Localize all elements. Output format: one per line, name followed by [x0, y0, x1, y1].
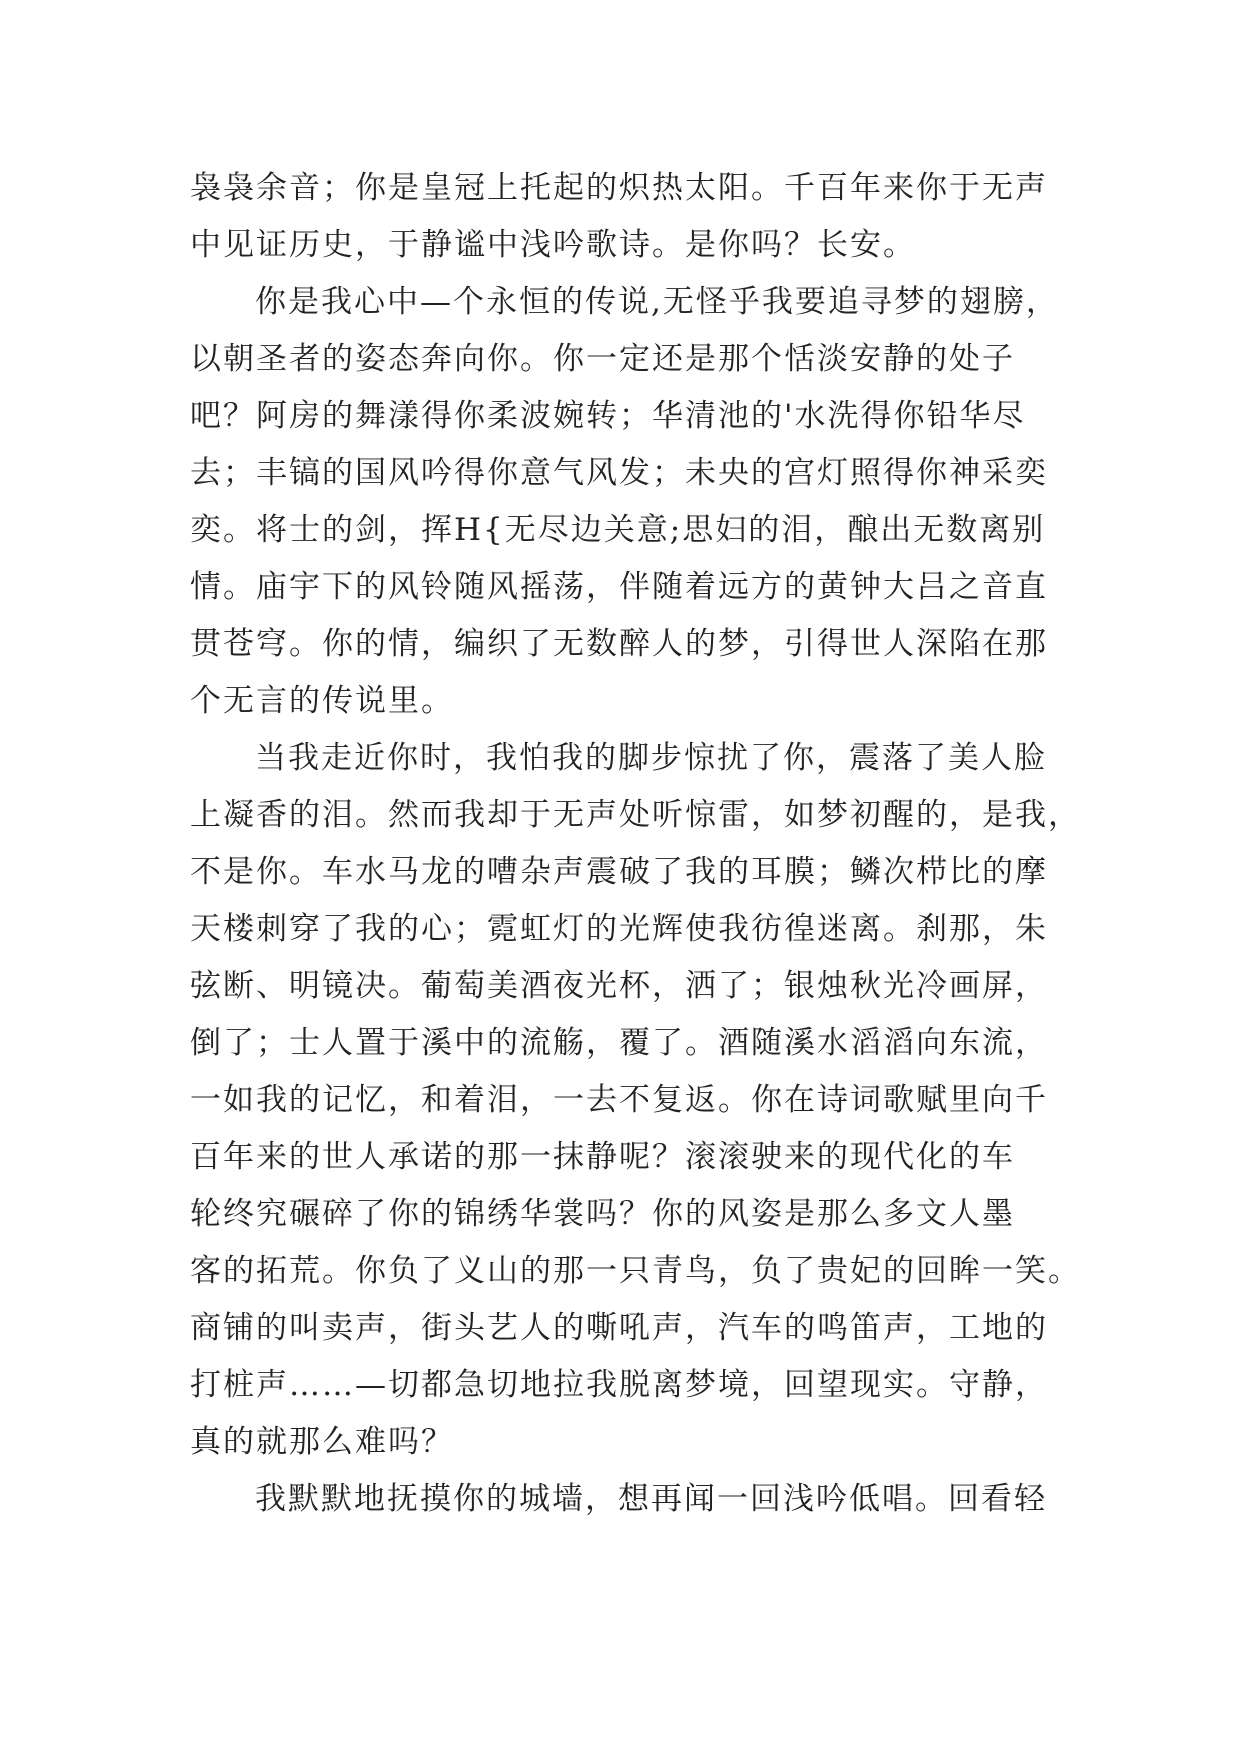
- text-line: 弦断、明镜决。葡萄美酒夜光杯，洒了；银烛秋光冷画屏，: [190, 968, 1048, 1004]
- text-line: 商铺的叫卖声，街头艺人的嘶吼声，汽车的鸣笛声，工地的: [190, 1310, 1048, 1346]
- text-line: 真的就那么难吗？: [190, 1424, 454, 1460]
- text-line: 客的拓荒。你负了义山的那一只青鸟，负了贵妃的回眸一笑。: [190, 1253, 1081, 1289]
- text-line: 袅袅余音；你是皇冠上托起的炽热太阳。千百年来你于无声: [190, 170, 1048, 206]
- text-line: 打桩声……—切都急切地拉我脱离梦境，回望现实。守静，: [190, 1367, 1048, 1403]
- text-line: 天楼刺穿了我的心；霓虹灯的光辉使我彷徨迷离。刹那，朱: [190, 911, 1048, 947]
- text-line: 情。庙宇下的风铃随风摇荡，伴随着远方的黄钟大吕之音直: [190, 569, 1048, 605]
- text-line: 百年来的世人承诺的那一抹静呢？滚滚驶来的现代化的车: [190, 1139, 1015, 1175]
- text-line: 中见证历史，于静谧中浅吟歌诗。是你吗？长安。: [190, 227, 916, 263]
- paragraph-start-line: 你是我心中—个永恒的传说,无怪乎我要追寻梦的翅膀，: [255, 284, 1059, 320]
- text-line: 奕。将士的剑，挥H{无尽边关意;思妇的泪，酿出无数离别: [190, 512, 1046, 548]
- text-line: 吧？阿房的舞漾得你柔波婉转；华清池的'水洗得你铅华尽: [190, 398, 1026, 434]
- text-line: 轮终究碾碎了你的锦绣华裳吗？你的风姿是那么多文人墨: [190, 1196, 1015, 1232]
- document-body: [190, 160, 1090, 1528]
- text-line: 去；丰镐的国风吟得你意气风发；未央的宫灯照得你神采奕: [190, 455, 1048, 491]
- text-line: 贯苍穹。你的情，编织了无数醉人的梦，引得世人深陷在那: [190, 626, 1048, 662]
- text-line: 上凝香的泪。然而我却于无声处听惊雷，如梦初醒的，是我，: [190, 797, 1081, 833]
- paragraph-start-line: 我默默地抚摸你的城墙，想再闻一回浅吟低唱。回看轻: [255, 1481, 1047, 1517]
- text-line: 个无言的传说里。: [190, 683, 454, 719]
- paragraph-start-line: 当我走近你时，我怕我的脚步惊扰了你，震落了美人脸: [255, 740, 1047, 776]
- text-line: 不是你。车水马龙的嘈杂声震破了我的耳膜；鳞次栉比的摩: [190, 854, 1048, 890]
- text-line: 以朝圣者的姿态奔向你。你一定还是那个恬淡安静的处子: [190, 341, 1015, 377]
- text-line: 倒了；士人置于溪中的流觞，覆了。酒随溪水滔滔向东流，: [190, 1025, 1048, 1061]
- text-line: 一如我的记忆，和着泪，一去不复返。你在诗词歌赋里向千: [190, 1082, 1048, 1118]
